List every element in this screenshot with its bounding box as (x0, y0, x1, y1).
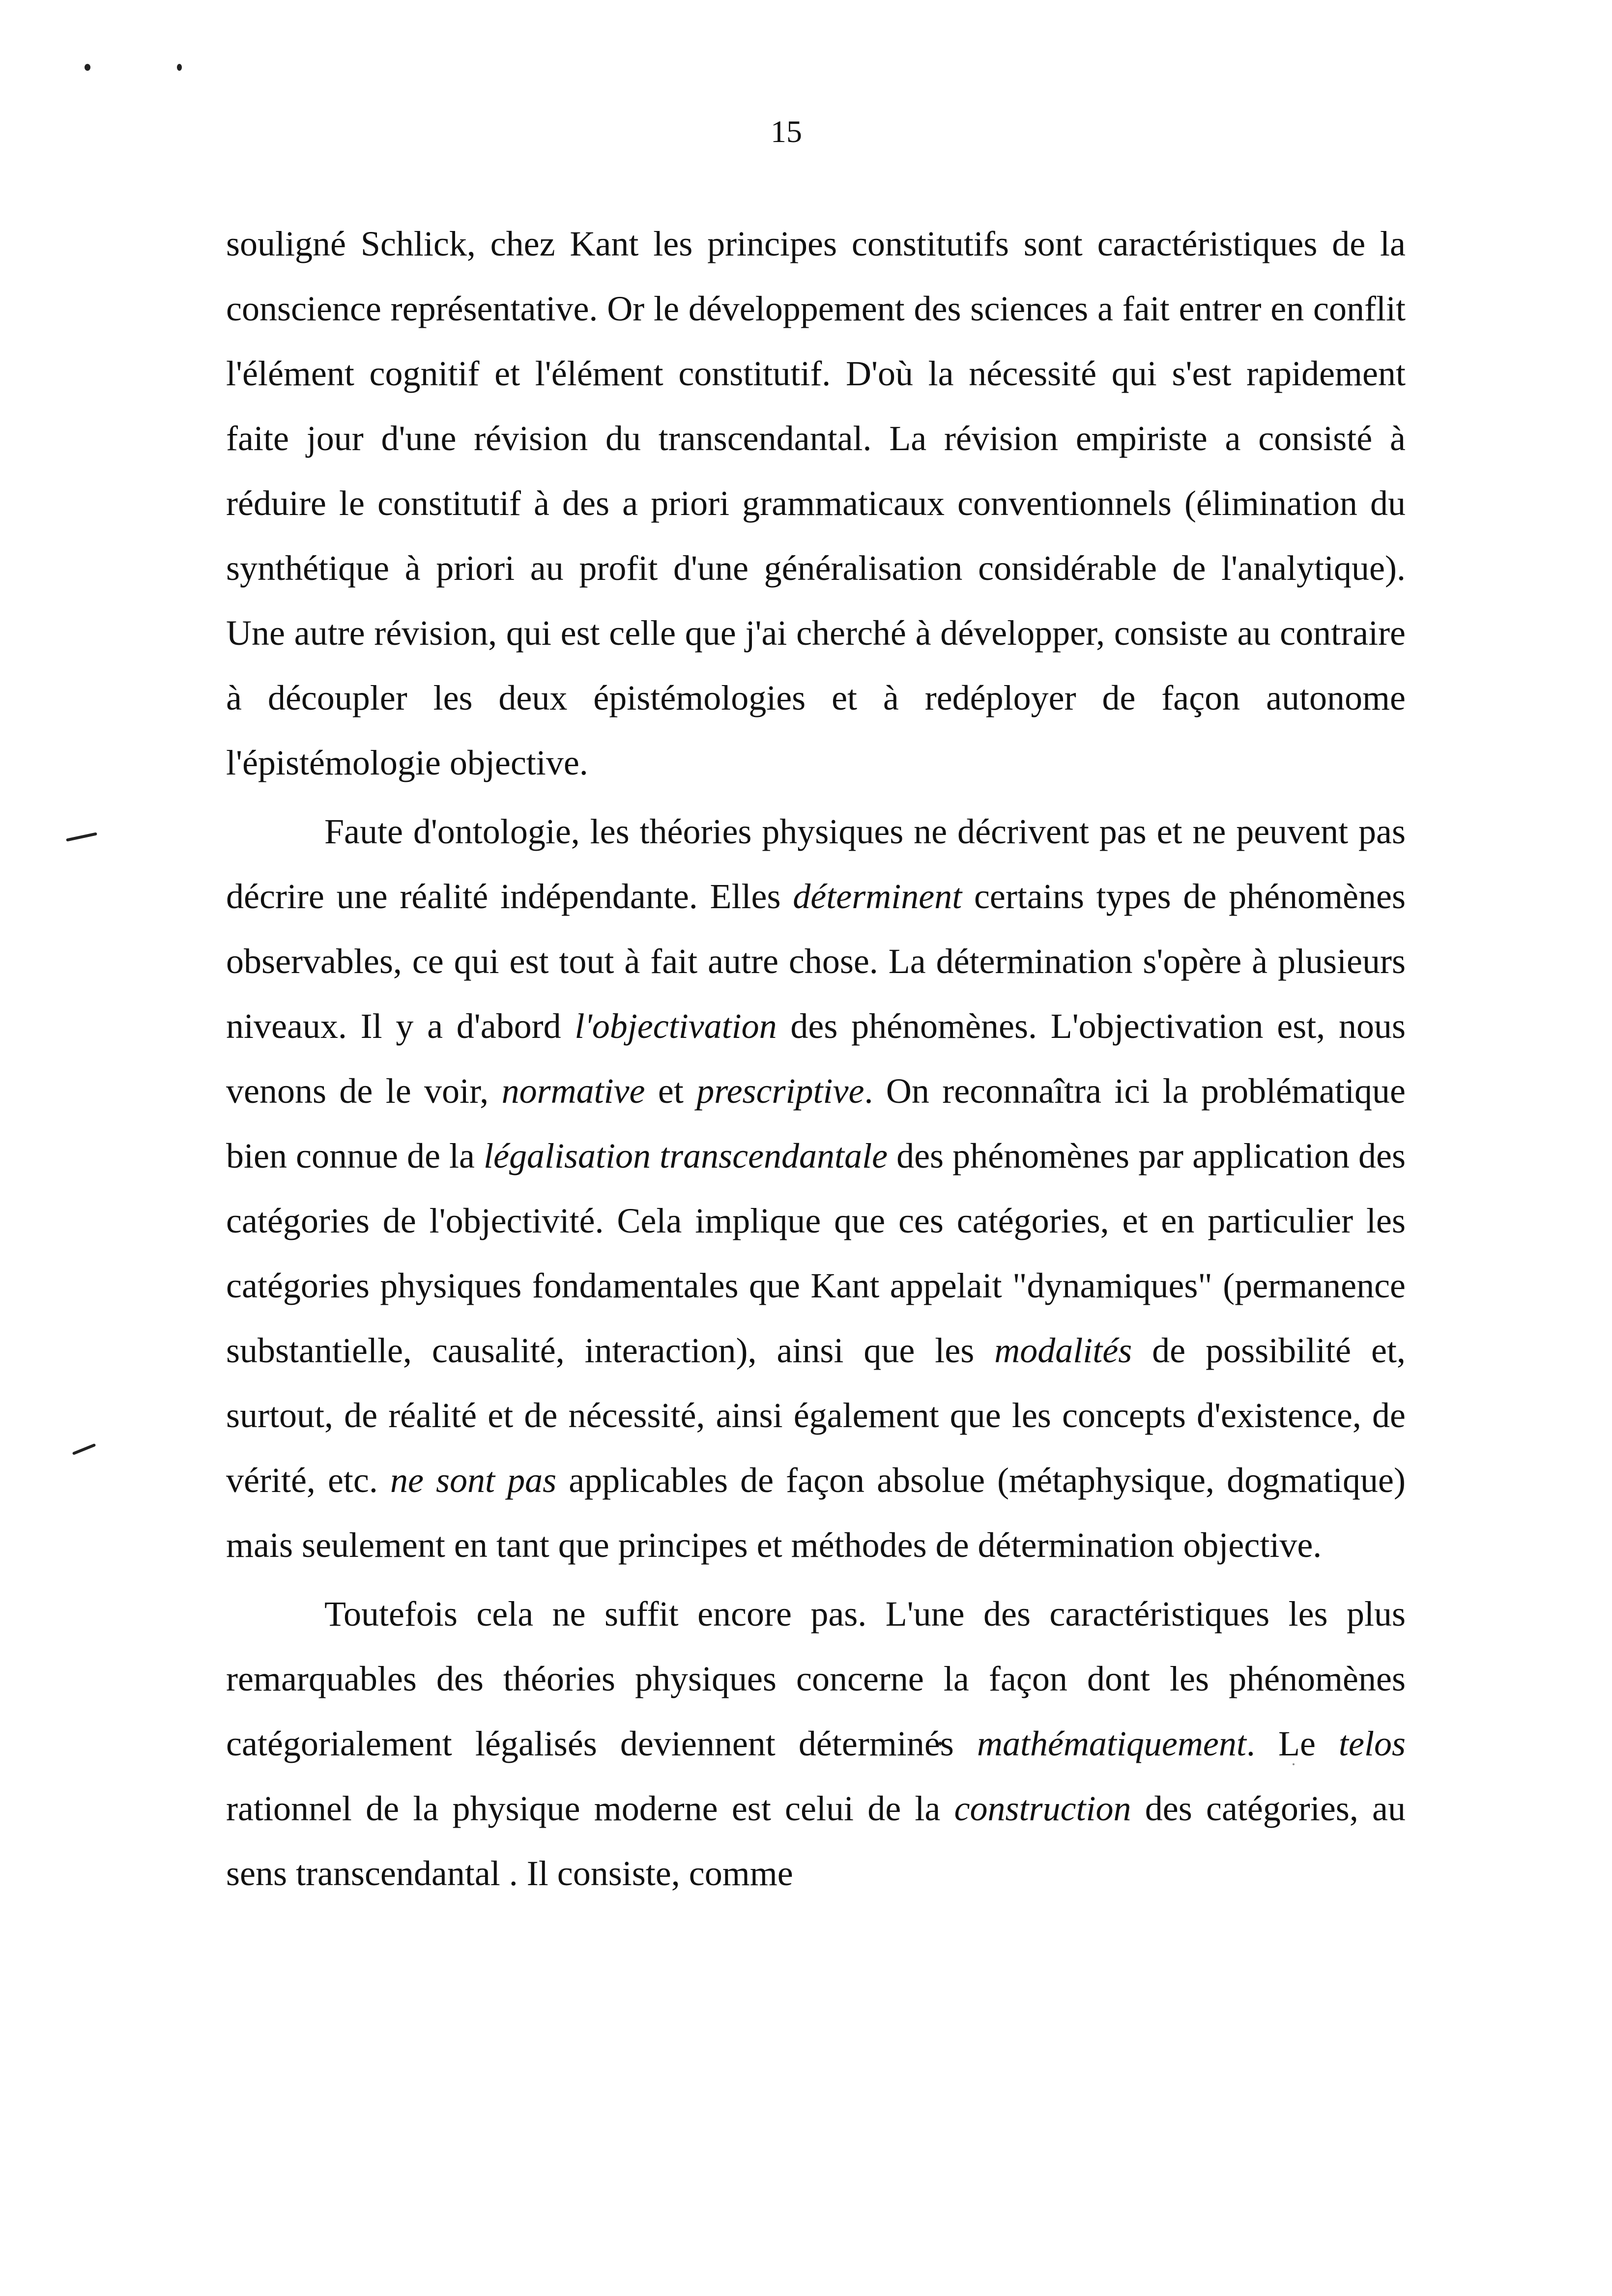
italic-text: modalités (994, 1331, 1132, 1370)
margin-dot-mark (177, 64, 182, 71)
paragraph (226, 799, 1406, 1578)
page-number: 15 (771, 114, 802, 149)
margin-tick-mark (66, 832, 97, 841)
italic-text: déterminent (793, 877, 962, 916)
text-run: des phénomènes. L'objectivation est, nous venons de le voir, (226, 1006, 1406, 1111)
text-run: Toutefois cela ne suffit encore pas. L'une des caractéristiques les plus remarquables des théories physiques concerne la façon dont les phénomènes catégorialement légalisés deviennent déterminés (226, 1594, 1406, 1763)
italic-text: l'objectivation (575, 1006, 777, 1046)
italic-text: mathématiquement (977, 1724, 1246, 1763)
margin-tick-mark (72, 1443, 96, 1455)
text-run: applicables de façon absolue (métaphysique, dogmatique) mais seulement en tant que principes et méthodes de détermination objective. (226, 1461, 1406, 1565)
text-run: souligné Schlick, chez Kant les principes constitutifs sont caractéristiques de la conscience représentative. Or le développement des sciences a fait entrer en conflit l'élément cognitif et l'élément constitutif. D'où la nécessité qui s'est rapidement faite jour d'une révision du transcendantal. La révision empiriste a consisté à réduire le constitutif à des a priori grammaticaux conventionnels (élimination du synthétique à priori au profit d'une généralisation considérable de l'analytique). Une autre révision, qui est celle que j'ai cherché à développer, consiste au contraire à découpler les deux épistémologies et à redéployer de façon autonome l'épistémologie objective. (226, 224, 1406, 782)
text-run: . On reconnaîtra ici la problématique bien connue de la (226, 1071, 1406, 1176)
body-text (226, 211, 1406, 1906)
text-run: des phénomènes par application des catégories de l'objectivité. Cela implique que ces catégories, et en particulier les catégories physiques fondamentales que Kant appelait "dynamiques" (permanence substantielle, causalité, interaction), ainsi que les (226, 1136, 1406, 1370)
text-run: . Le (1246, 1724, 1339, 1763)
margin-dot-mark (85, 64, 90, 71)
paragraph (226, 211, 1406, 795)
text-run: certains types de phénomènes observables, ce qui est tout à fait autre chose. La détermination s'opère à plusieurs niveaux. Il y a d'abord (226, 877, 1406, 1046)
italic-text: prescriptive (696, 1071, 864, 1111)
italic-text: normative (501, 1071, 645, 1111)
italic-text: construction (954, 1789, 1131, 1828)
paragraph (226, 1581, 1406, 1906)
italic-text: telos (1339, 1724, 1406, 1763)
text-run: des catégories, au sens transcendantal . Il consiste, comme (226, 1789, 1406, 1893)
italic-text: ne sont pas (390, 1461, 557, 1500)
text-run: de possibilité et, surtout, de réalité et de nécessité, ainsi également que les concepts d'existence, de vérité, etc. (226, 1331, 1406, 1500)
text-run: et (645, 1071, 697, 1111)
italic-text: légalisation transcendantale (484, 1136, 888, 1176)
text-run: rationnel de la physique moderne est celui de la (226, 1789, 954, 1828)
text-run: Faute d'ontologie, les théories physiques ne décrivent pas et ne peuvent pas décrire une réalité indépendante. Elles (226, 812, 1406, 916)
